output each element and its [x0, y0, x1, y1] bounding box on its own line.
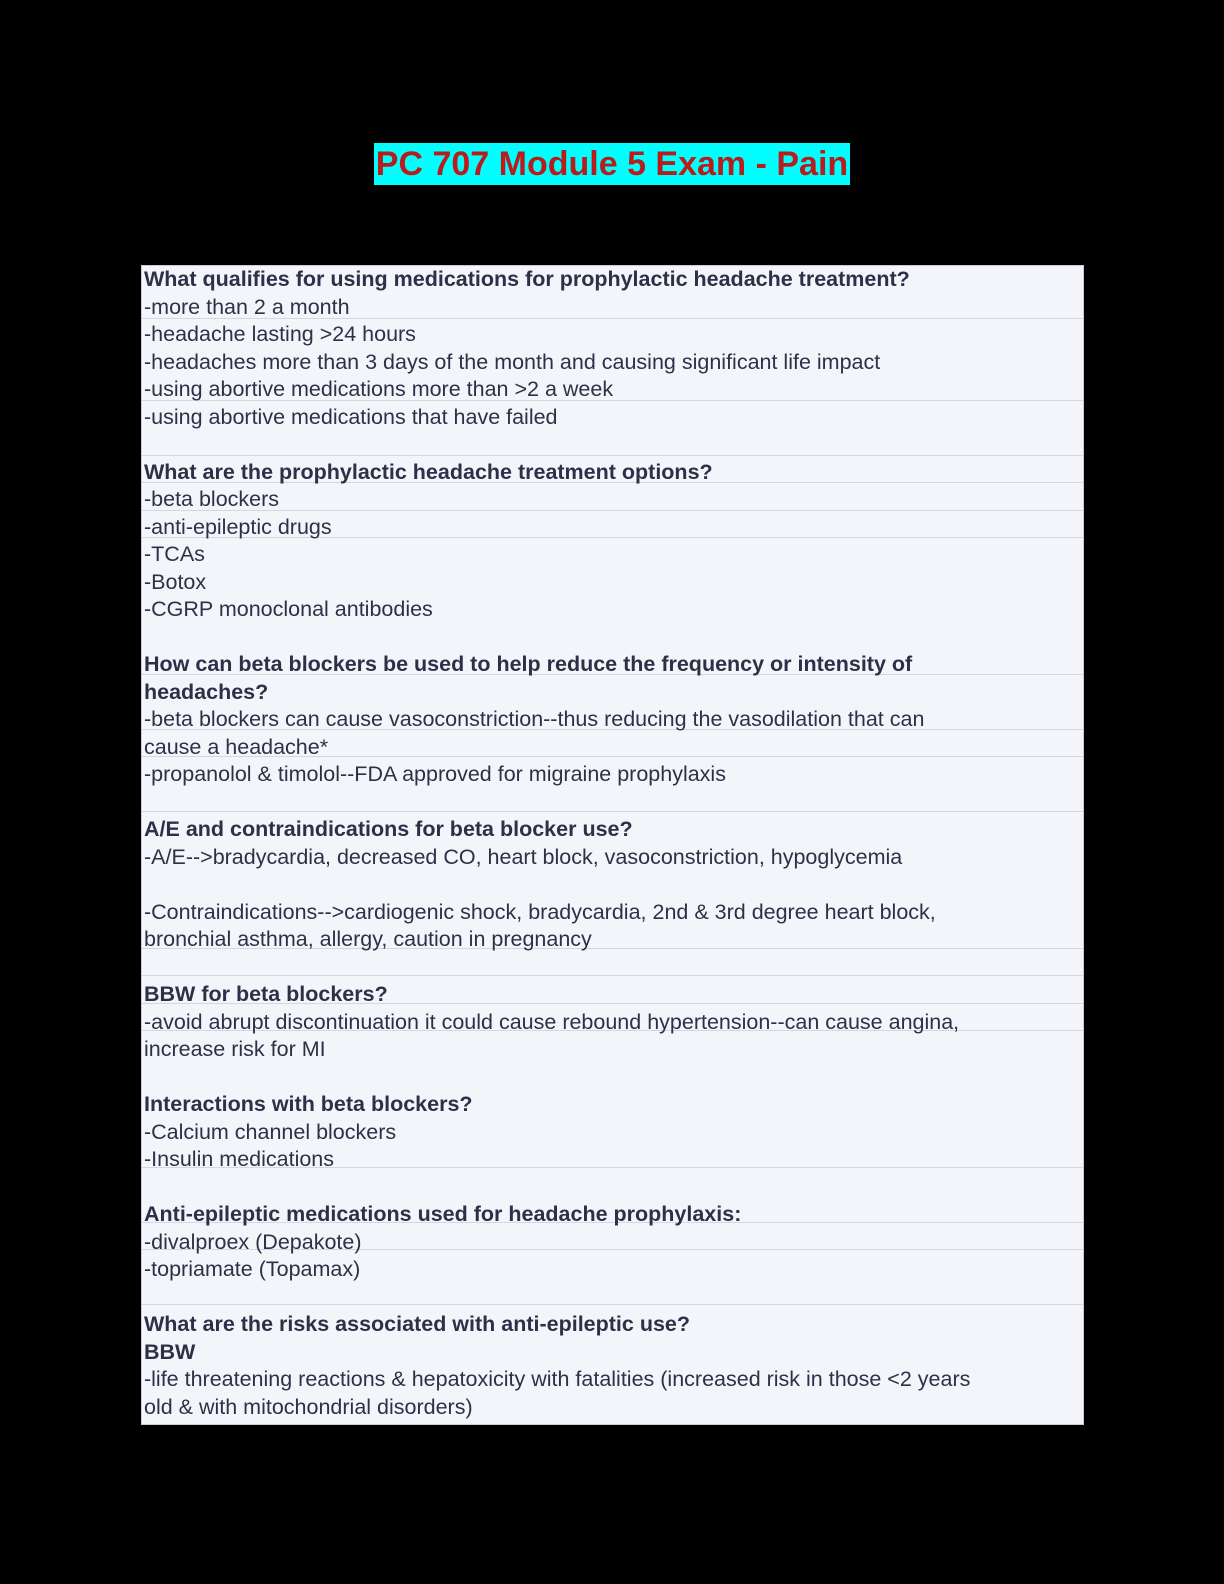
qa-section — [144, 1091, 1079, 1201]
answer-line: -using abortive medications that have failed — [144, 404, 558, 429]
answer-line: -avoid abrupt discontinuation it could cause rebound hypertension--can cause angina, — [144, 1009, 960, 1034]
qa-section — [144, 981, 1079, 1091]
question-text: What are the prophylactic headache treatment options? — [144, 459, 713, 484]
question-text: Interactions with beta blockers? — [144, 1092, 473, 1116]
answer-line: -beta blockers — [144, 487, 280, 511]
answer-line: -Insulin medications — [144, 1147, 335, 1171]
answer-line: -A/E-->bradycardia, decreased CO, heart block, vasoconstriction, hypoglycemia — [144, 844, 903, 869]
flashcard-sheet — [141, 265, 1084, 1425]
answer-line: -headaches more than 3 days of the month and causing significant life impact — [144, 349, 881, 374]
answer-line: -CGRP monoclonal antibodies — [144, 597, 433, 621]
question-text: BBW — [144, 1339, 196, 1364]
answer-line: -beta blockers can cause vasoconstriction--thus reducing the vasodilation that can — [144, 707, 925, 731]
answer-line: bronchial asthma, allergy, caution in pregnancy — [144, 927, 592, 951]
qa-section — [144, 1201, 1079, 1311]
answer-line: increase risk for MI — [144, 1037, 326, 1061]
question-text: How can beta blockers be used to help reduce the frequency or intensity of — [144, 652, 913, 676]
question-text: What are the risks associated with anti-epileptic use? — [144, 1312, 691, 1336]
answer-line: cause a headache* — [144, 734, 329, 759]
flashcard-content — [144, 266, 1079, 1421]
answer-line: old & with mitochondrial disorders) — [144, 1394, 473, 1419]
answer-line: -divalproex (Depakote) — [144, 1229, 362, 1254]
qa-section — [144, 651, 1079, 816]
answer-line — [144, 871, 1079, 899]
answer-line: -propanolol & timolol--FDA approved for migraine prophylaxis — [144, 762, 726, 786]
answer-line: -Calcium channel blockers — [144, 1119, 397, 1144]
qa-section — [144, 816, 1079, 981]
qa-section — [144, 266, 1079, 459]
page-title: PC 707 Module 5 Exam - Pain — [375, 145, 849, 183]
answer-line: -more than 2 a month — [144, 294, 350, 319]
answer-line: -topriamate (Topamax) — [144, 1257, 361, 1281]
answer-line: -Botox — [144, 569, 207, 594]
answer-line: -Contraindications-->cardiogenic shock, bradycardia, 2nd & 3rd degree heart block, — [144, 899, 936, 924]
question-text: BBW for beta blockers? — [144, 982, 388, 1006]
answer-line: -using abortive medications more than >2 a week — [144, 377, 614, 401]
answer-line: -TCAs — [144, 542, 205, 566]
question-text: What qualifies for using medications for prophylactic headache treatment? — [144, 267, 910, 291]
title-banner — [0, 143, 1224, 185]
question-text: headaches? — [144, 679, 269, 704]
qa-section — [144, 459, 1079, 652]
answer-line: -anti-epileptic drugs — [144, 514, 332, 539]
qa-section — [144, 1311, 1079, 1421]
question-text: Anti-epileptic medications used for headache prophylaxis: — [144, 1202, 742, 1226]
question-text: A/E and contraindications for beta blocker use? — [144, 817, 633, 841]
answer-line: -headache lasting >24 hours — [144, 322, 416, 346]
answer-line: -life threatening reactions & hepatoxicity with fatalities (increased risk in those <2 years — [144, 1367, 971, 1391]
